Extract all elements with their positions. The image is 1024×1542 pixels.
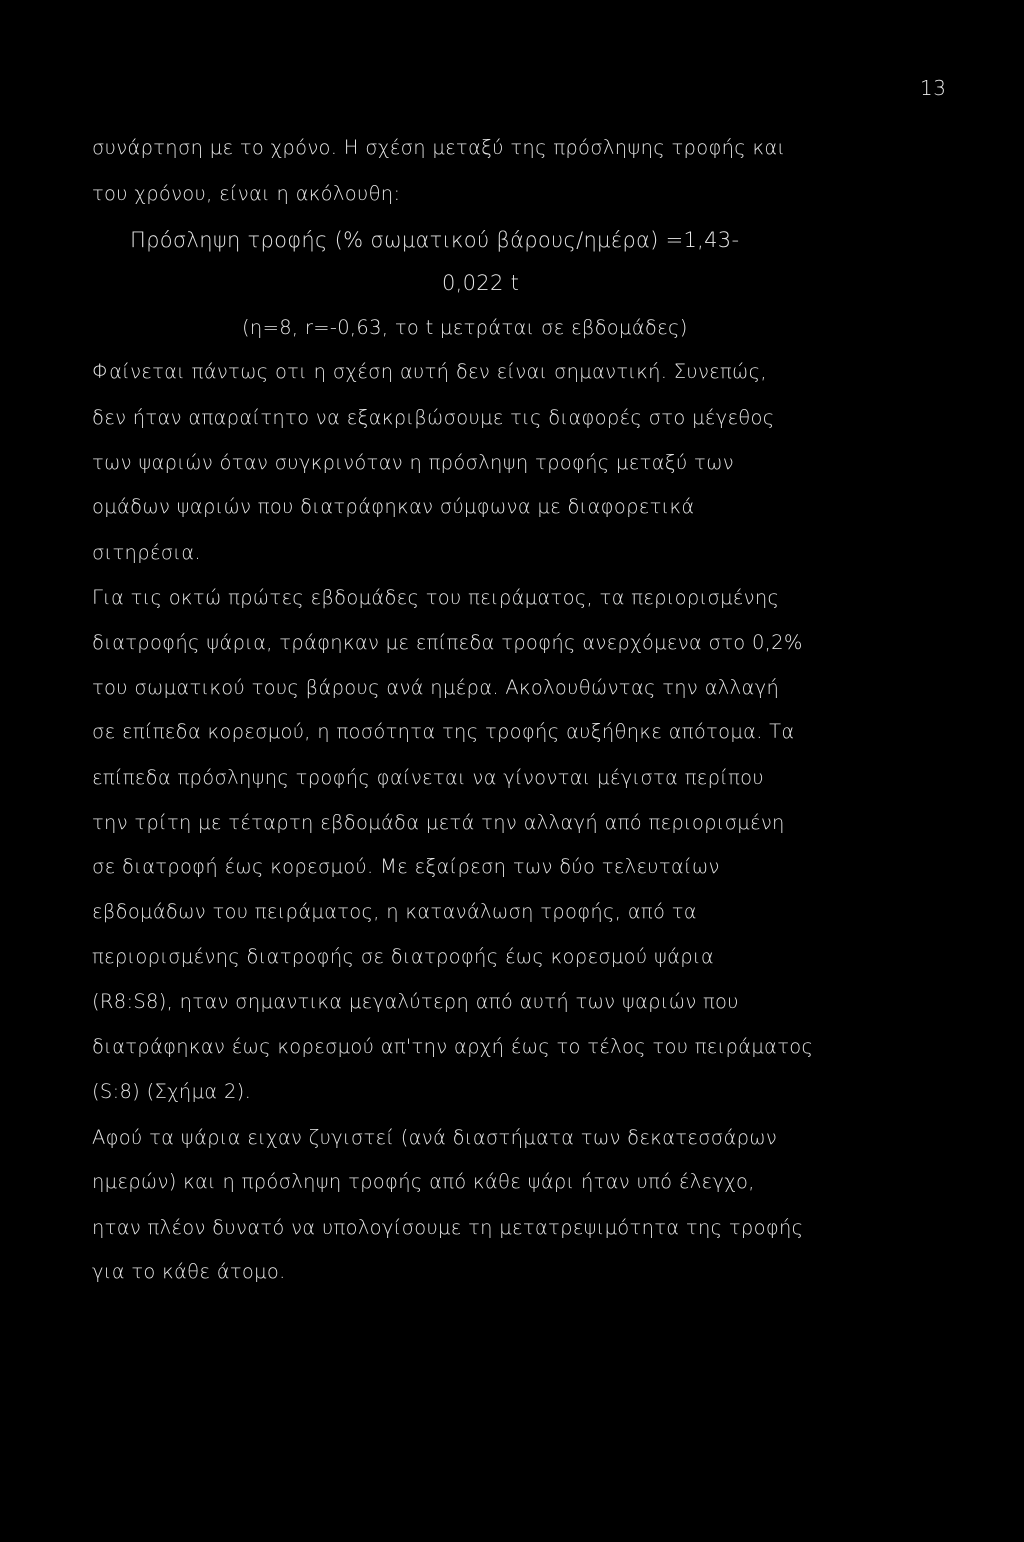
text-line: την τρίτη με τέταρτη εβδομάδα μετά την αλλαγή από περιορισμένη (92, 811, 785, 834)
equation-line: 0,022 t (442, 271, 520, 295)
equation-parameters: (η=8, r=-0,63, το t μετράται σε εβδομάδες) (242, 316, 688, 339)
text-line: Φαίνεται πάντως οτι η σχέση αυτή δεν είναι σημαντική. Συνεπώς, (92, 360, 767, 383)
text-line: ηταν πλέον δυνατό να υπολογίσουμε τη μετατρεψιμότητα της τροφής (92, 1216, 804, 1239)
text-line: συνάρτηση με το χρόνο. Η σχέση μεταξύ της πρόσληψης τροφής και (92, 136, 786, 159)
text-line: δεν ήταν απαραίτητο να εξακριβώσουμε τις διαφορές στο μέγεθος (92, 406, 775, 429)
text-line: των ψαριών όταν συγκρινόταν η πρόσληψη τροφής μεταξύ των (92, 451, 734, 474)
text-line: επίπεδα πρόσληψης τροφής φαίνεται να γίνονται μέγιστα περίπου (92, 766, 764, 789)
text-line: διατροφής ψάρια, τράφηκαν με επίπεδα τροφής ανερχόμενα στο 0,2% (92, 631, 803, 654)
text-line: του χρόνου, είναι η ακόλουθη: (92, 182, 401, 205)
text-line: (S:8) (Σχήμα 2). (92, 1080, 252, 1103)
equation-line: Πρόσληψη τροφής (% σωματικού βάρους/ημέρα) =1,43- (130, 228, 740, 252)
text-line: Για τις οκτώ πρώτες εβδομάδες του πειράματος, τα περιορισμένης (92, 586, 780, 609)
text-line: (R8:S8), ηταν σημαντικα μεγαλύτερη από αυτή των ψαριών που (92, 990, 739, 1013)
text-line: του σωματικού τους βάρους ανά ημέρα. Ακολουθώντας την αλλαγή (92, 676, 780, 699)
text-line: σιτηρέσια. (92, 541, 201, 564)
text-line: ομάδων ψαριών που διατράφηκαν σύμφωνα με διαφορετικά (92, 495, 695, 518)
text-line: Αφού τα ψάρια ειχαν ζυγιστεί (ανά διαστήματα των δεκατεσσάρων (92, 1126, 778, 1149)
text-line: εβδομάδων του πειράματος, η κατανάλωση τροφής, από τα (92, 900, 697, 923)
text-line: περιορισμένης διατροφής σε διατροφής έως κορεσμού ψάρια (92, 945, 714, 968)
text-line: σε διατροφή έως κορεσμού. Με εξαίρεση των δύο τελευταίων (92, 855, 720, 878)
text-line: για το κάθε άτομο. (92, 1260, 286, 1283)
text-line: ημερών) και η πρόσληψη τροφής από κάθε ψάρι ήταν υπό έλεγχο, (92, 1170, 755, 1193)
text-line: διατράφηκαν έως κορεσμού απ'την αρχή έως το τέλος του πειράματος (92, 1035, 814, 1058)
text-line: σε επίπεδα κορεσμού, η ποσότητα της τροφής αυξήθηκε απότομα. Τα (92, 720, 795, 743)
page-number: 13 (920, 76, 947, 100)
